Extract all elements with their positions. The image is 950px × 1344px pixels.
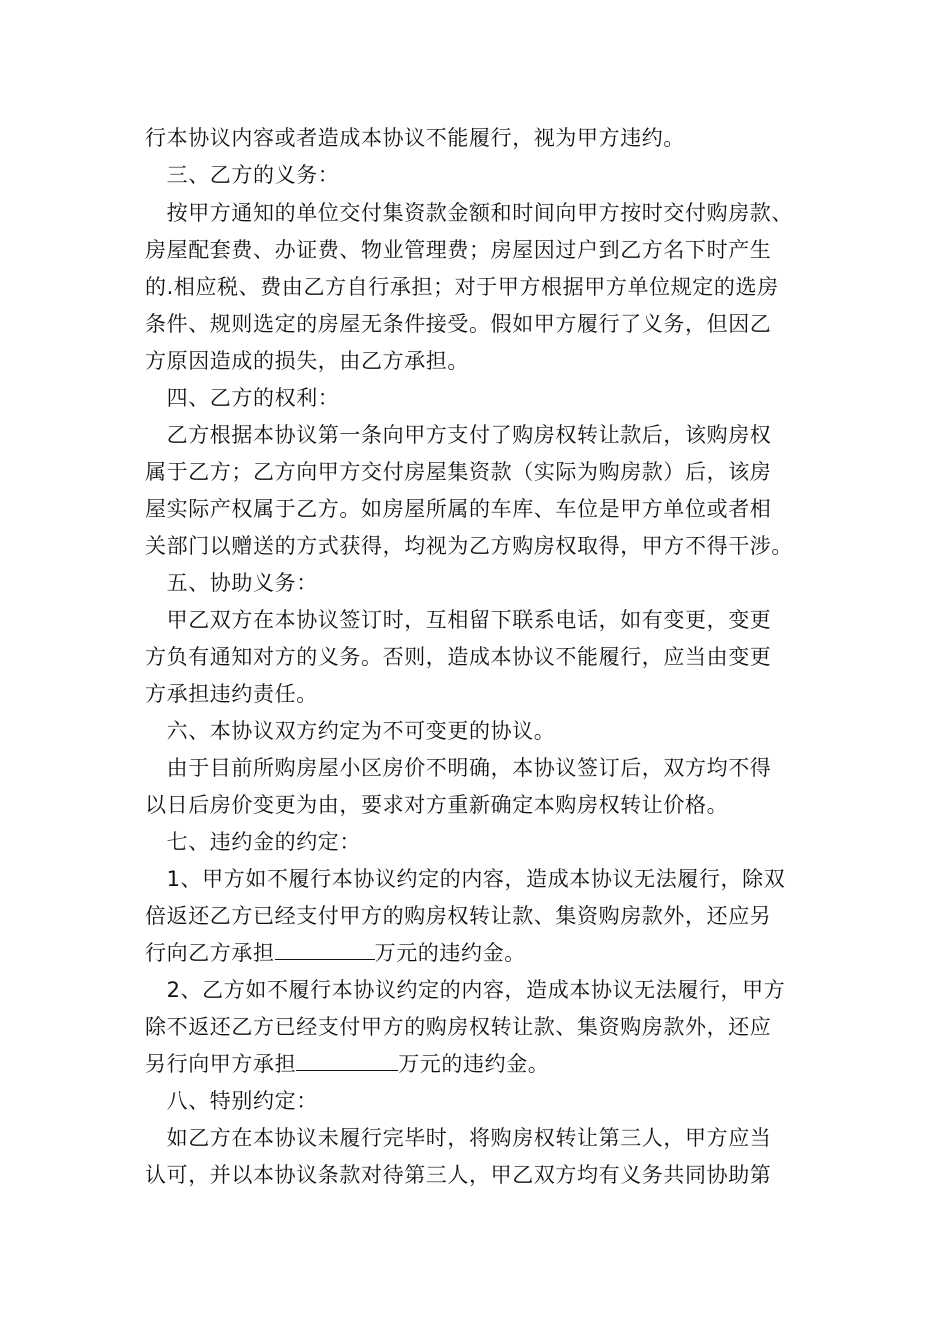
paragraph-line: 2、乙方如不履行本协议约定的内容，造成本协议无法履行，甲方 (145, 978, 786, 1002)
text-segment: 万元的违约金。 (398, 1052, 550, 1076)
paragraph-line: 按甲方通知的单位交付集资款金额和时间向甲方按时交付购房款、 (145, 201, 793, 225)
text-segment: 万元的违约金。 (374, 941, 526, 965)
fill-in-blank[interactable] (296, 1050, 398, 1071)
paragraph-line: 方承担违约责任。 (145, 682, 318, 706)
paragraph-line: 1、甲方如不履行本协议约定的内容，造成本协议无法履行，除双 (145, 867, 786, 891)
paragraph-line-with-blank (145, 1049, 815, 1079)
paragraph-line: 属于乙方；乙方向甲方交付房屋集资款（实际为购房款）后，该房 (145, 460, 772, 484)
paragraph-line: 的.相应税、费由乙方自行承担；对于甲方根据甲方单位规定的选房 (145, 275, 779, 299)
paragraph-line: 甲乙双方在本协议签订时，互相留下联系电话，如有变更，变更 (145, 608, 772, 632)
paragraph-line: 房屋配套费、办证费、物业管理费；房屋因过户到乙方名下时产生 (145, 238, 772, 262)
paragraph-line: 除不返还乙方已经支付甲方的购房权转让款、集资购房款外，还应 (145, 1015, 772, 1039)
paragraph-line: 方原因造成的损失，由乙方承担。 (145, 349, 469, 373)
paragraph-line: 关部门以赠送的方式获得，均视为乙方购房权取得，甲方不得干涉。 (145, 534, 793, 558)
section-heading-3: 三、乙方的义务： (145, 163, 340, 187)
paragraph-line: 乙方根据本协议第一条向甲方支付了购房权转让款后，该购房权 (145, 423, 772, 447)
fill-in-blank[interactable] (275, 939, 375, 960)
section-heading-4: 四、乙方的权利： (145, 386, 340, 410)
section-heading-6: 六、本协议双方约定为不可变更的协议。 (145, 719, 556, 743)
text-segment: 行向乙方承担 (145, 941, 275, 965)
section-heading-8: 八、特别约定： (145, 1089, 318, 1113)
section-heading-7: 七、违约金的约定： (145, 830, 361, 854)
paragraph-line: 屋实际产权属于乙方。如房屋所属的车库、车位是甲方单位或者相 (145, 497, 772, 521)
paragraph-line: 认可，并以本协议条款对待第三人，甲乙双方均有义务共同协助第 (145, 1163, 772, 1187)
paragraph-line: 由于目前所购房屋小区房价不明确，本协议签订后，双方均不得 (145, 756, 772, 780)
section-heading-5: 五、协助义务： (145, 571, 318, 595)
text-segment: 另行向甲方承担 (145, 1052, 297, 1076)
paragraph-line: 行本协议内容或者造成本协议不能履行，视为甲方违约。 (145, 126, 685, 150)
paragraph-line-with-blank (145, 938, 815, 968)
paragraph-line: 条件、规则选定的房屋无条件接受。假如甲方履行了义务，但因乙 (145, 312, 772, 336)
paragraph-line: 如乙方在本协议未履行完毕时，将购房权转让第三人，甲方应当 (145, 1126, 772, 1150)
paragraph-line: 倍返还乙方已经支付甲方的购房权转让款、集资购房款外，还应另 (145, 904, 772, 928)
paragraph-line: 方负有通知对方的义务。否则，造成本协议不能履行，应当由变更 (145, 645, 772, 669)
paragraph-line: 以日后房价变更为由，要求对方重新确定本购房权转让价格。 (145, 793, 729, 817)
